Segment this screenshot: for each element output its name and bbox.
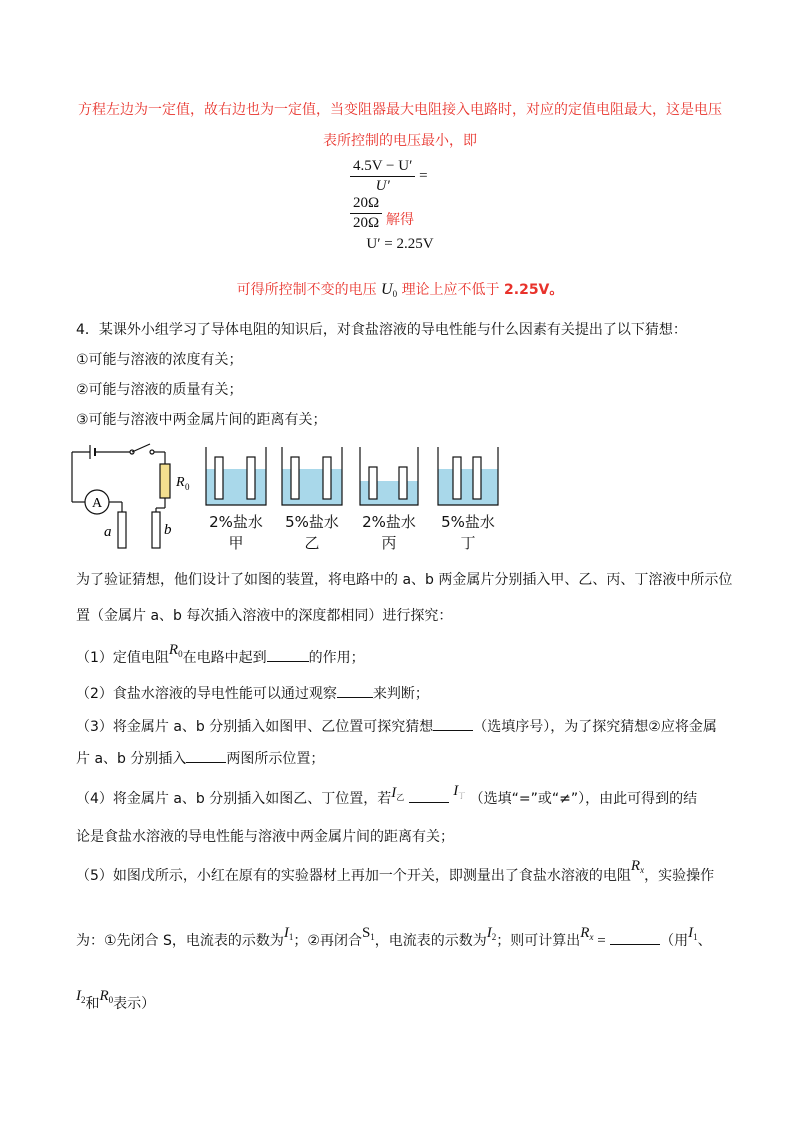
q3-line-1 bbox=[76, 716, 717, 737]
q4-pre: （4）将金属片 a、b 分别插入如图乙、丁位置，若 bbox=[76, 791, 392, 807]
q5-l2-c: ，电流表的示数为 bbox=[374, 933, 487, 949]
circuit-diagram bbox=[66, 438, 206, 556]
q3-blank-1[interactable] bbox=[433, 716, 473, 731]
q4-line-1 bbox=[76, 783, 698, 814]
eq1-equals: = bbox=[419, 167, 428, 184]
q5-l2-a: 为：①先闭合 S，电流表的示数为 bbox=[76, 933, 284, 949]
q4-blank[interactable] bbox=[409, 788, 449, 803]
q3-line-2 bbox=[76, 748, 324, 769]
beaker-2-conc: 5%盐水 bbox=[285, 513, 339, 531]
q5-blank[interactable] bbox=[610, 930, 660, 945]
ammeter-label: A bbox=[91, 496, 103, 511]
q5-l2-I1b: I bbox=[688, 925, 694, 941]
q1 bbox=[76, 642, 365, 672]
solution-conclusion bbox=[0, 280, 800, 304]
solution-line-2: 表所控制的电压最小，即 bbox=[323, 133, 477, 149]
q4-post: （选填“=”或“≠”），由此可得到的结 bbox=[469, 791, 698, 807]
guess-1: ①可能与溶液的浓度有关； bbox=[76, 352, 243, 368]
q3-pre: （3）将金属片 a、b 分别插入如图甲、乙位置可探究猜想 bbox=[76, 719, 434, 735]
conclusion-var: U bbox=[381, 281, 393, 298]
q4-var-1: I bbox=[391, 785, 397, 801]
desc-line-2: 置（金属片 a、b 每次插入溶液中的深度都相同）进行探究： bbox=[76, 608, 453, 624]
beaker-3-name: 丙 bbox=[381, 534, 397, 552]
plate-a bbox=[118, 512, 126, 548]
beaker-jia bbox=[206, 447, 266, 505]
eq1-denominator: U′ bbox=[375, 178, 390, 194]
conclusion-post: 理论上应不低于 bbox=[401, 282, 500, 298]
q5-l2-I2: I bbox=[486, 925, 492, 941]
q5-l2-Rx-sub: x bbox=[589, 932, 594, 942]
q5-l2-I1b-sub: 1 bbox=[693, 932, 698, 942]
question-intro: 4．某课外小组学习了导体电阻的知识后，对食盐溶液的导电性能与什么因素有关提出了以下猜想： bbox=[76, 322, 687, 338]
q1-sub: 0 bbox=[178, 649, 183, 659]
beaker-bing bbox=[360, 447, 418, 505]
guess-2: ②可能与溶液的质量有关； bbox=[76, 382, 243, 398]
q5-l2-S1-sub: 1 bbox=[370, 932, 375, 942]
q5-post: ，实验操作 bbox=[644, 868, 715, 884]
switch-blade bbox=[132, 444, 150, 452]
resistor-r0 bbox=[160, 464, 170, 498]
solution-solve: 解得 bbox=[386, 212, 414, 228]
q5-l3-I2: I bbox=[76, 988, 81, 1004]
q2 bbox=[76, 683, 429, 704]
conclusion-pre: 可得所控制不变的电压 bbox=[236, 282, 377, 298]
q2-pre: （2）食盐水溶液的导电性能可以通过观察 bbox=[76, 686, 337, 702]
q2-end: 来判断； bbox=[372, 686, 429, 702]
guess-3: ③可能与溶液中两金属片间的距离有关； bbox=[76, 412, 327, 428]
q4-var-2: I bbox=[453, 783, 459, 799]
q5-l2-I2-sub: 2 bbox=[491, 932, 497, 942]
plate-b bbox=[152, 512, 160, 548]
q4-line-2: 论是食盐水溶液的导电性能与溶液中两金属片间的距离有关； bbox=[76, 829, 454, 845]
q5-line-2 bbox=[76, 925, 712, 955]
q5-l2-Rx: R bbox=[580, 925, 590, 941]
beaker-1-conc: 2%盐水 bbox=[209, 513, 263, 531]
q4-sub-2: 丁 bbox=[458, 792, 466, 800]
q2-blank[interactable] bbox=[337, 683, 373, 698]
q5-l2-b: ；②再闭合 bbox=[293, 933, 362, 949]
resistor-label-sub: 0 bbox=[185, 482, 190, 492]
q3-mid: （选填序号），为了探究猜想②应将金属 bbox=[473, 719, 717, 735]
q5-l3-R0-sub: 0 bbox=[108, 995, 114, 1005]
q5-l3-end: 表示） bbox=[113, 996, 156, 1012]
beaker-3-conc: 2%盐水 bbox=[362, 513, 416, 531]
conclusion-sub: 0 bbox=[392, 289, 398, 299]
q5-var: R bbox=[630, 858, 641, 874]
q1-var: R bbox=[168, 642, 179, 658]
equation-2: U′ = 2.25V bbox=[366, 236, 434, 252]
q5-l2-S1: S bbox=[361, 925, 371, 941]
q5-l3-R0: R bbox=[99, 988, 109, 1004]
q5-l2-I1-sub: 1 bbox=[288, 932, 294, 942]
q3-line2-end: 两图所示位置； bbox=[226, 751, 325, 767]
plate-b-label: b bbox=[164, 522, 172, 538]
q5-l2-d: ；则可计算出 bbox=[496, 933, 581, 949]
q1-end: 的作用； bbox=[308, 650, 365, 666]
beaker-ding bbox=[438, 447, 498, 505]
q1-post: 在电路中起到 bbox=[182, 650, 267, 666]
q5-l2-e: （用 bbox=[660, 933, 689, 949]
solution-line-1: 方程左边为一定值，故右边也为一定值，当变阻器最大电阻接入电路时，对应的定值电阻最大，这是电压 bbox=[78, 102, 722, 118]
beaker-1-name: 甲 bbox=[228, 534, 244, 552]
q3-line2-pre: 片 a、b 分别插入 bbox=[76, 751, 187, 767]
q3-blank-2[interactable] bbox=[186, 748, 226, 763]
q5-l3-I2-sub: 2 bbox=[81, 995, 86, 1005]
eq1-numerator: 4.5V − U′ bbox=[350, 158, 415, 177]
desc-line-1: 为了验证猜想，他们设计了如图的装置，将电路中的 a、b 两金属片分别插入甲、乙、丙、丁溶液中所示位 bbox=[76, 572, 733, 588]
q5-l3-and: 和 bbox=[85, 996, 100, 1012]
eq1-right-numerator: 20Ω bbox=[350, 195, 382, 214]
beaker-yi bbox=[282, 447, 342, 505]
beakers-diagram bbox=[200, 443, 520, 507]
plate-a-label: a bbox=[104, 524, 112, 540]
beaker-2-name: 乙 bbox=[304, 534, 320, 552]
beaker-4-conc: 5%盐水 bbox=[441, 513, 495, 531]
q5-line-3 bbox=[76, 988, 156, 1018]
q5-l2-f: 、 bbox=[697, 933, 712, 949]
q5-line-1 bbox=[76, 858, 715, 890]
q4-sub-1: 乙 bbox=[396, 793, 405, 802]
q5-pre: （5）如图戊所示，小红在原有的实验器材上再加一个开关，即测量出了食盐水溶液的电阻 bbox=[76, 868, 631, 884]
beaker-4-name: 丁 bbox=[460, 534, 476, 552]
q1-blank[interactable] bbox=[267, 647, 309, 662]
q5-sub: x bbox=[640, 865, 645, 875]
q1-pre: （1）定值电阻 bbox=[76, 650, 169, 666]
resistor-label: R bbox=[176, 475, 185, 490]
q5-l2-eq: = bbox=[593, 933, 606, 949]
q5-l2-I1: I bbox=[283, 925, 289, 941]
eq1-right-denominator: 20Ω bbox=[353, 215, 380, 231]
conclusion-value: 2.25V。 bbox=[504, 282, 564, 298]
